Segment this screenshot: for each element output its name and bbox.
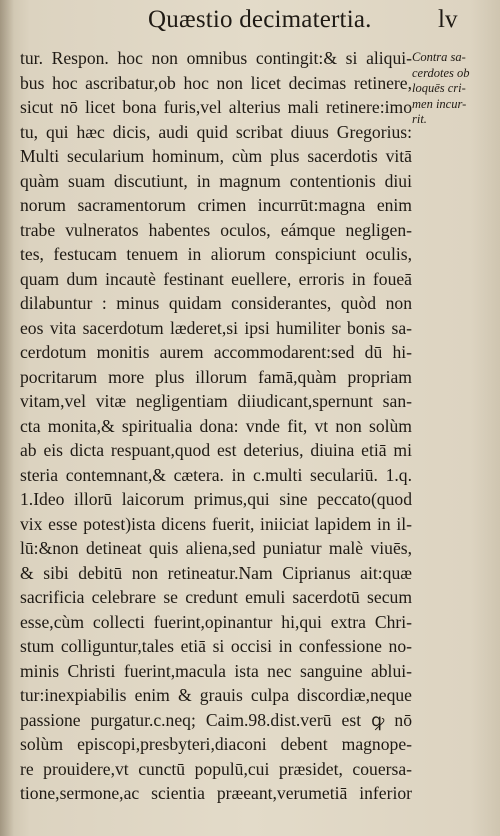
text-line: quàm suam discutiunt, in magnum contentionis diui: [20, 170, 412, 191]
text-line: ab eis dicta respuant,quod est deterius, diuina etiā mi: [20, 440, 412, 460]
text-line: tu, qui hæc dicis, audi quid scribat diuus Gregorius:: [20, 121, 412, 142]
text-line: Multi secularium hominum, cùm plus sacerdotis vitā: [20, 146, 412, 166]
text-line: tes, festucam tenuem in aliorum conspiciunt oculis,: [20, 244, 412, 264]
folio-number: lv: [438, 6, 458, 33]
text-line: & sibi debitū non retineatur.Nam Ciprianus ait:quæ: [20, 562, 412, 583]
text-line: tur:inexpiabilis enim & grauis culpa discordiæ,neque: [20, 685, 412, 705]
text-line: eos vita sacerdotum læderet,si ipsi humiliter bonis sa-: [20, 317, 412, 338]
marginal-note: [412, 50, 496, 128]
text-line: tione,sermone,ac scientia præeant,verumetiā inferior: [20, 783, 412, 803]
text-line: re prouidere,vt cunctū populū,cui præsidet, couersa-: [20, 758, 412, 779]
marginal-note-line: rit.: [412, 112, 427, 126]
marginal-note-line: men incur-: [412, 96, 467, 111]
text-line: vitam,vel vitæ negligentiam diiudicant,spernunt san-: [20, 391, 412, 411]
text-line: 1.Ideo illorū laicorum primus,qui sine peccato(quod: [20, 489, 412, 509]
running-title: Quæstio decimatertia.: [148, 6, 372, 33]
text-line: cerdotum monitis aurem accommodarent:sed dū hi-: [20, 342, 412, 362]
marginal-note-line: cerdotes ob: [412, 65, 470, 80]
text-line: esse,cùm collecti fuerint,opinantur hi,qui extra Chri-: [20, 611, 412, 632]
text-line: tur. Respon. hoc non omnibus contingit:& si aliqui-: [20, 48, 412, 68]
text-line: bus hoc ascribatur,ob hoc non licet decimas retinere,: [20, 72, 412, 93]
body-text-column: [20, 46, 412, 806]
text-line: trabe vulneratos habentes oculos, eámque negligen-: [20, 219, 412, 240]
text-line: norum sacramentorum crimen incurrūt:magna enim: [20, 195, 412, 215]
text-line: cta monita,& spiritualia dona: vnde fit, vt non solùm: [20, 415, 412, 436]
text-line: passione purgatur.c.neq; Caim.98.dist.verū est ꝙ nō: [20, 709, 412, 730]
marginal-note-line: Contra sa-: [412, 50, 466, 64]
text-line: stum colliguntur,tales etiā si occisi in confessione no-: [20, 636, 412, 656]
text-line: solùm episcopi,presbyteri,diaconi debent magnope-: [20, 734, 412, 754]
text-line: sacrificia celebrare se credunt emuli sacerdotū secum: [20, 587, 412, 607]
text-line: quam dum incautè festinant euellere, erroris in foueā: [20, 268, 412, 289]
text-line: steria contemnant,& cætera. in c.multi seculariū. 1.q.: [20, 464, 412, 485]
gutter-shadow: [0, 0, 14, 836]
text-line: vix esse potest)ista dicens fuerit, iniiciat lapidem in il-: [20, 513, 412, 534]
marginal-note-line: loquēs cri-: [412, 81, 466, 95]
text-line: sicut nō licet bona furis,vel alterius mali retinere:imo: [20, 97, 412, 117]
text-line: minis Christi fuerint,macula ista nec sanguine ablui-: [20, 660, 412, 681]
text-line: pocritarum more plus illorum famā,quàm propriam: [20, 366, 412, 387]
text-line: dilabuntur : minus quidam considerantes, quòd non: [20, 293, 412, 313]
page-header: [0, 4, 500, 40]
text-line: lū:&non detineat quis aliena,sed puniatur malè viuēs,: [20, 538, 412, 558]
